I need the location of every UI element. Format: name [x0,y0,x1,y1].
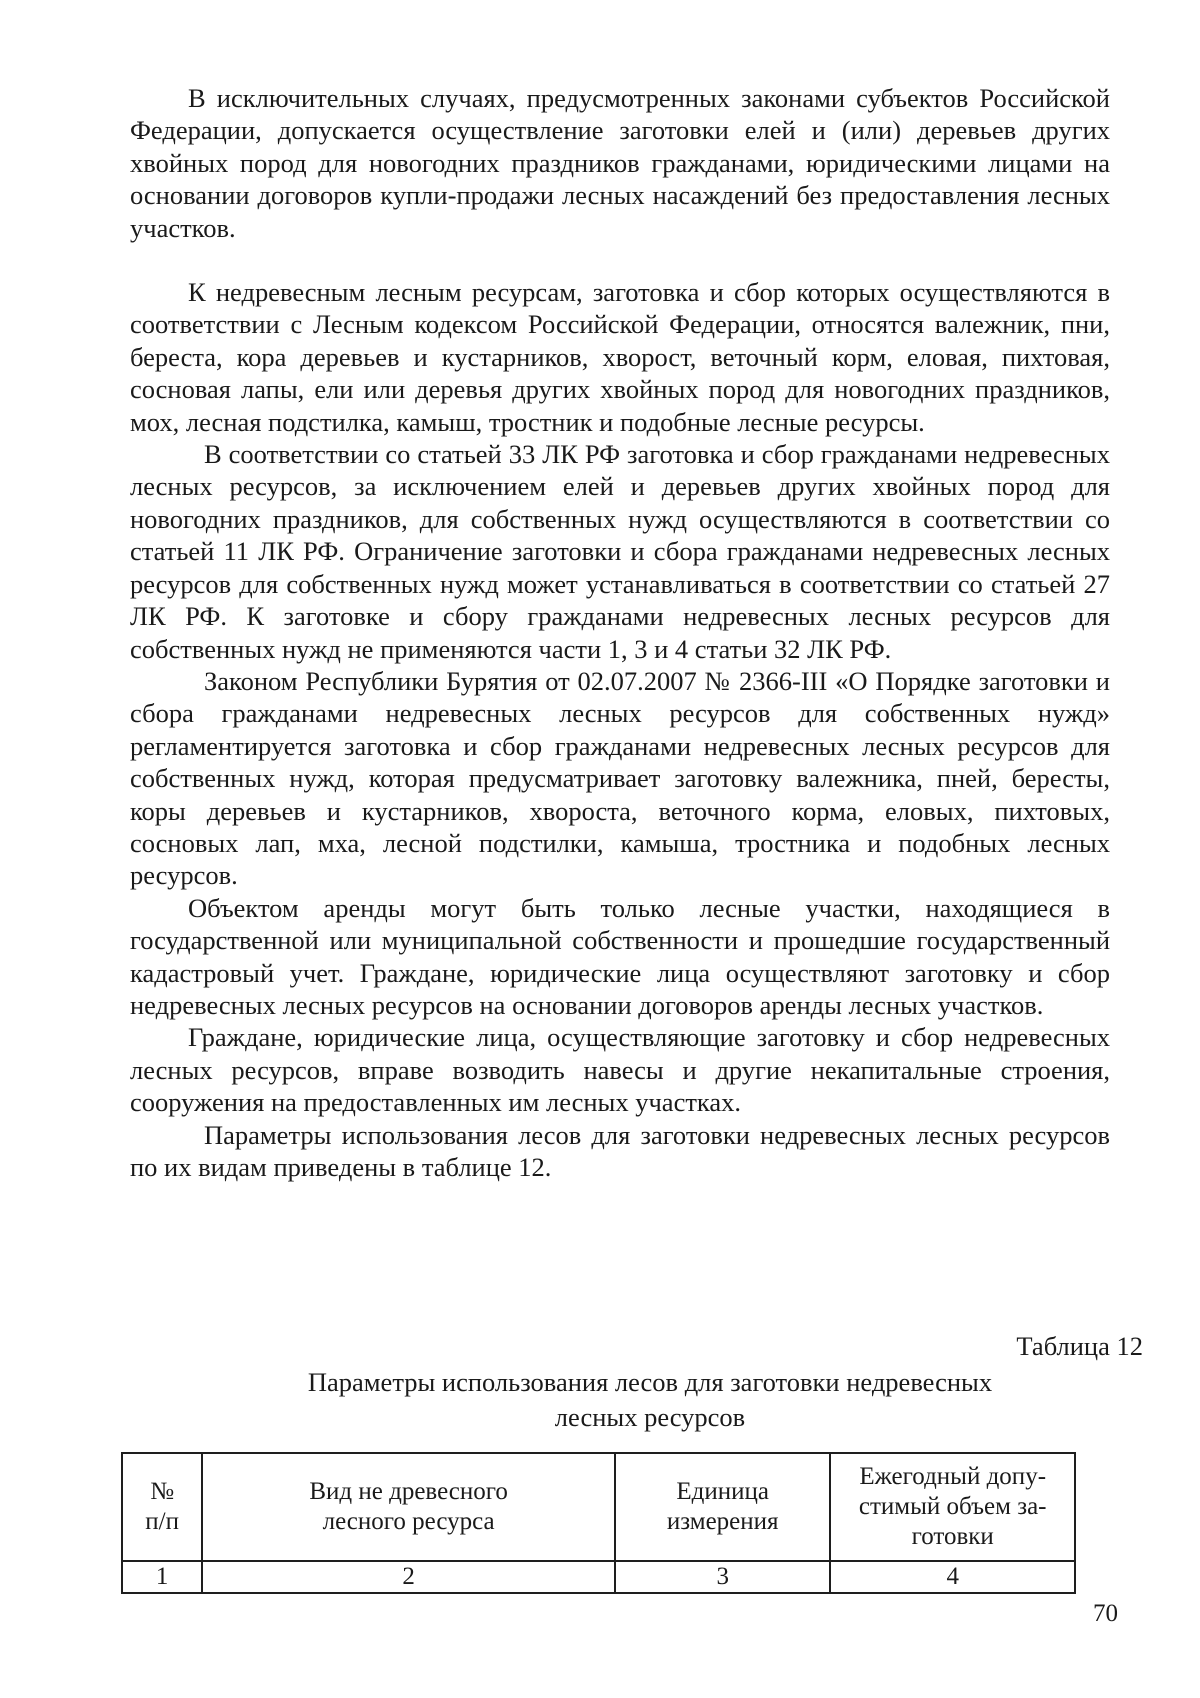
paragraph-structures: Граждане, юридические лица, осуществляющие заготовку и сбор недревесных лесных ресурсов, вправе возводить навесы и другие некапитальные строения, сооружения на предоставленных им лесных участках. [130,1022,1110,1118]
parameters-table [121,1452,1076,1594]
paragraph-non-timber-resources: К недревесным лесным ресурсам, заготовка и сбор которых осуществляются в соответствии с Лесным кодексом Российской Федерации, относятся валежник, пни, береста, кора деревьев и кустарников, хворост, веточный корм, еловая, пихтовая, сосновая лапы, ели или деревья других хвойных пород для новогодних праздников, мох, лесная подстилка, камыш, тростник и подобные лесные ресурсы. [130,277,1110,437]
column-number-cell: 4 [830,1561,1075,1593]
header-cell-unit: Единица измерения [615,1453,830,1561]
column-number-cell: 2 [202,1561,615,1593]
table-title-line-2: лесных ресурсов [554,1402,746,1432]
header-cell-number: № п/п [122,1453,202,1561]
paragraph-buryatia-law: Законом Республики Бурятия от 02.07.2007 № 2366-III «О Порядке заготовки и сбора гражданами недревесных лесных ресурсов для собственных нужд» регламентируется заготовка и сбор гражданами недревесных лесных ресурсов для собственных нужд, которая предусматривает заготовку валежника, пней, бересты, коры деревьев и кустарников, хвороста, веточного корма, еловых, пихтовых, сосновых лап, мха, лесной подстилки, камыша, тростника и подобных лесных ресурсов. [130,665,1110,891]
table-title-line-1: Параметры использования лесов для заготовки недревесных [307,1367,993,1397]
page-number: 70 [1093,1600,1118,1627]
paragraph-lease-object: Объектом аренды могут быть только лесные участки, находящиеся в государственной или муниципальной собственности и прошедшие государственный кадастровый учет. Граждане, юридические лица осуществляют заготовку и сбор недревесных лесных ресурсов на основании договоров аренды лесных участков. [130,892,1110,1020]
table-column-numbers-row [122,1561,1075,1593]
paragraph-table-reference: Параметры использования лесов для заготовки недревесных лесных ресурсов по их видам приведены в таблице 12. [130,1119,1110,1182]
column-number-cell: 1 [122,1561,202,1593]
paragraph-article-33: В соответствии со статьей 33 ЛК РФ заготовка и сбор гражданами недревесных лесных ресурсов, за исключением елей и деревьев других хвойных пород для новогодних праздников, для собственных нужд осуществляются в соответствии со статьей 11 ЛК РФ. Ограничение заготовки и сбора гражданами недревесных лесных ресурсов для собственных нужд может устанавливаться в соответствии со статьей 27 ЛК РФ. К заготовке и сбору гражданами недревесных лесных ресурсов для собственных нужд не применяются части 1, 3 и 4 статьи 32 ЛК РФ. [130,439,1110,664]
header-cell-resource-type: Вид не древесного лесного ресурса [202,1453,615,1561]
table-number-label: Таблица 12 [1016,1331,1143,1361]
paragraph-exceptional-cases: В исключительных случаях, предусмотренных законами субъектов Российской Федерации, допускается осуществление заготовки елей и (или) деревьев других хвойных пород для новогодних праздников гражданами, юридическими лицами на основании договоров купли-продажи лесных насаждений без предоставления лесных участков. [130,83,1110,243]
body-text [130,82,1110,1183]
table-header-row [122,1453,1075,1561]
column-number-cell: 3 [615,1561,830,1593]
table-title [230,1365,1070,1435]
header-cell-annual-volume: Ежегодный допу- стимый объем за- готовки [830,1453,1075,1561]
